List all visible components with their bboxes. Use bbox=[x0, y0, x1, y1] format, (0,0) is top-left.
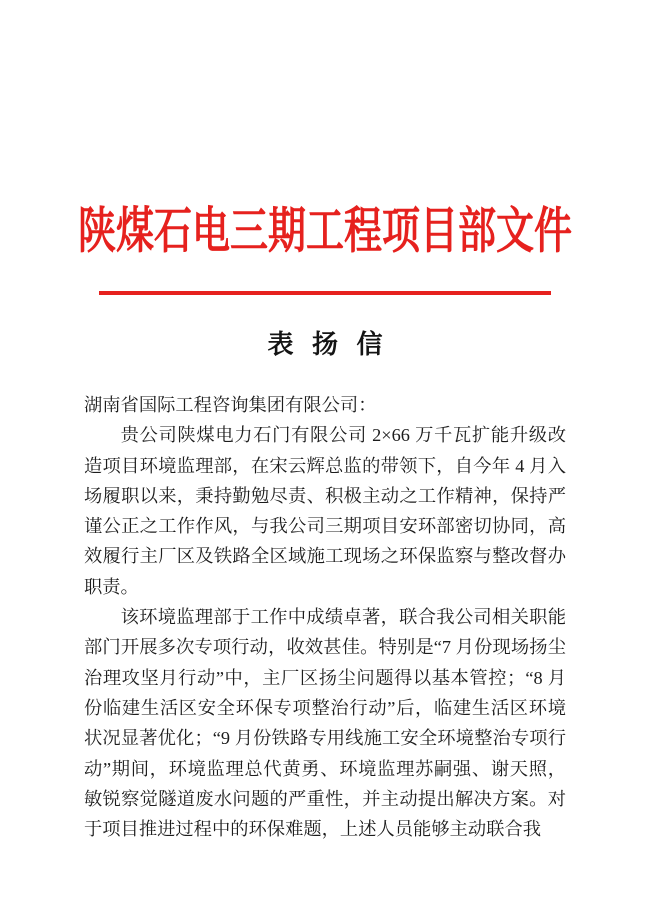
salutation-line: 湖南省国际工程咨询集团有限公司： bbox=[84, 395, 377, 415]
letterhead-divider-rule bbox=[99, 291, 551, 295]
body-paragraph: 该环境监理部于工作中成绩卓著，联合我公司相关职能部门开展多次专项行动，收效甚佳。特别是“7 月份现场扬尘治理攻坚月行动”中，主厂区扬尘问题得以基本管控；“8 月份临建生活区安全环保专项整治行动”后，临建生活区环境状况显著优化；“9 月份铁路专用线施工安全环境整治专项行动”期间，环境监理总代黄勇、环境监理苏嗣强、谢天照，敏锐察觉隧道废水问题的严重性，并主动提出解决方案。对于项目推进过程中的环保难题，上述人员能够主动联合我 bbox=[84, 607, 566, 840]
body-paragraph: 贵公司陕煤电力石门有限公司 2×66 万千瓦扩能升级改造项目环境监理部，在宋云辉总监的带领下，自今年 4 月入场履职以来，秉持勤勉尽责、积极主动之工作精神，保持严谨公正之工作作风，与我公司三期项目安环部密切协同，高效履行主厂区及铁路全区域施工现场之环保监察与整改督办职责。 bbox=[84, 425, 566, 597]
document-body bbox=[84, 390, 566, 844]
document-title: 表 扬 信 bbox=[267, 330, 389, 359]
letterhead-title: 陕煤石电三期工程项目部文件 bbox=[77, 204, 572, 259]
